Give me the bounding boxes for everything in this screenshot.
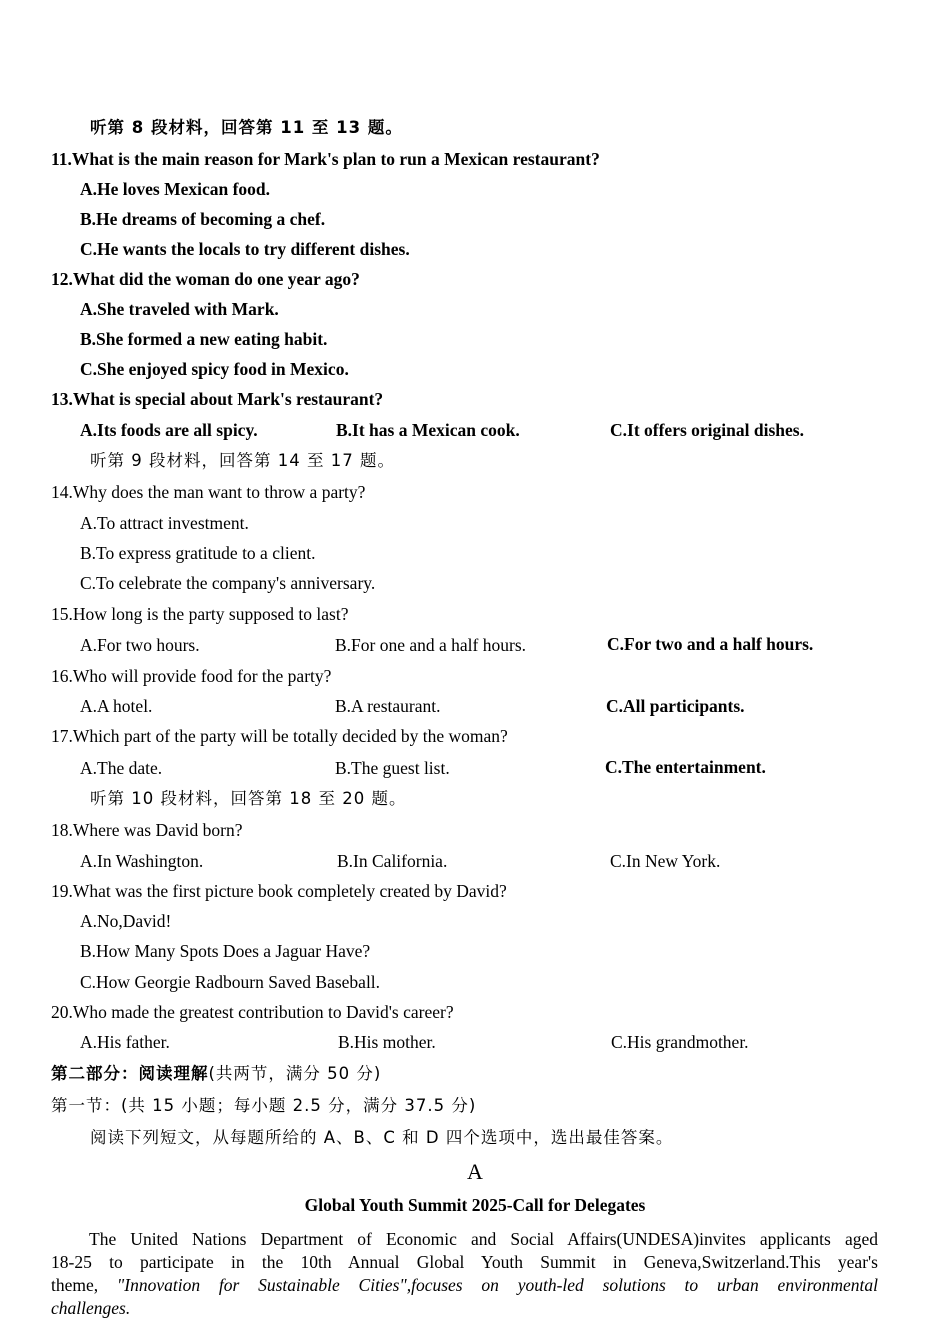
section-heading-8: 听第 8 段材料，回答第 11 至 13 题。 [90, 118, 403, 137]
part2-heading-title: 第二部分：阅读理解 [51, 1064, 209, 1083]
question-19-stem: 19.What was the first picture book completely created by David? [51, 881, 507, 901]
question-15-option-c: C.For two and a half hours. [607, 634, 814, 654]
question-12-option-b: B.She formed a new eating habit. [80, 329, 328, 349]
question-15-option-b: B.For one and a half hours. [335, 635, 527, 655]
section-heading-10: 听第 10 段材料，回答第 18 至 20 题。 [90, 789, 407, 808]
question-20-option-a: A.His father. [80, 1032, 170, 1052]
question-12-option-c: C.She enjoyed spicy food in Mexico. [80, 359, 349, 379]
question-15-option-a: A.For two hours. [80, 635, 200, 655]
paragraph-line-1: The United Nations Department of Economic and Social Affairs(UNDESA)invites applicants aged [89, 1229, 878, 1249]
part2-heading [51, 1063, 381, 1085]
question-12-stem: 12.What did the woman do one year ago? [51, 269, 360, 289]
question-11-option-b: B.He dreams of becoming a chef. [80, 209, 326, 229]
question-19-option-b: B.How Many Spots Does a Jaguar Have? [80, 941, 371, 961]
question-17-stem: 17.Which part of the party will be totally decided by the woman? [51, 726, 508, 746]
question-18-stem: 18.Where was David born? [51, 820, 243, 840]
question-12-option-a: A.She traveled with Mark. [80, 299, 279, 319]
question-13-option-a: A.Its foods are all spicy. [80, 420, 258, 440]
question-18-option-a: A.In Washington. [80, 851, 204, 871]
paragraph-line-3-start: theme, [51, 1275, 117, 1295]
paragraph-line-4 [51, 1297, 878, 1320]
paragraph-line-4-text: challenges. [51, 1298, 131, 1318]
question-18-option-c: C.In New York. [610, 851, 721, 871]
section1-heading: 第一节：(共 15 小题；每小题 2.5 分，满分 37.5 分) [51, 1096, 477, 1115]
question-14-option-a: A.To attract investment. [80, 513, 249, 533]
question-17-option-a: A.The date. [80, 758, 163, 778]
question-19-option-c: C.How Georgie Radbourn Saved Baseball. [80, 972, 381, 992]
question-15-stem: 15.How long is the party supposed to last? [51, 604, 349, 624]
passage-letter: A [467, 1159, 483, 1184]
paragraph-line-3 [51, 1274, 878, 1297]
question-11-stem: 11.What is the main reason for Mark's plan to run a Mexican restaurant? [51, 149, 600, 169]
paragraph-line-2: 18-25 to participate in the 10th Annual Global Youth Summit in Geneva,Switzerland.This year's [51, 1252, 878, 1272]
question-16-stem: 16.Who will provide food for the party? [51, 666, 332, 686]
question-17-option-b: B.The guest list. [335, 758, 450, 778]
question-17-option-c: C.The entertainment. [605, 757, 766, 777]
question-16-option-c: C.All participants. [606, 696, 745, 716]
question-20-option-b: B.His mother. [338, 1032, 436, 1052]
question-16-option-b: B.A restaurant. [335, 696, 441, 716]
question-13-option-c: C.It offers original dishes. [610, 420, 804, 440]
question-20-stem: 20.Who made the greatest contribution to David's career? [51, 1002, 454, 1022]
question-11-option-c: C.He wants the locals to try different dishes. [80, 239, 410, 259]
question-16-option-a: A.A hotel. [80, 696, 153, 716]
part2-heading-score: (共两节，满分 50 分) [208, 1064, 382, 1083]
question-14-option-c: C.To celebrate the company's anniversary. [80, 573, 376, 593]
question-13-option-b: B.It has a Mexican cook. [336, 420, 520, 440]
question-11-option-a: A.He loves Mexican food. [80, 179, 271, 199]
reading-instruction: 阅读下列短文，从每题所给的 A、B、C 和 D 四个选项中，选出最佳答案。 [90, 1128, 674, 1147]
question-14-stem: 14.Why does the man want to throw a party? [51, 482, 366, 502]
question-20-option-c: C.His grandmother. [611, 1032, 749, 1052]
passage-title: Global Youth Summit 2025-Call for Delegates [304, 1195, 646, 1215]
question-18-option-b: B.In California. [337, 851, 448, 871]
question-19-option-a: A.No,David! [80, 911, 172, 931]
question-14-option-b: B.To express gratitude to a client. [80, 543, 316, 563]
question-13-stem: 13.What is special about Mark's restaurant? [51, 389, 384, 409]
section-heading-9: 听第 9 段材料，回答第 14 至 17 题。 [90, 451, 395, 470]
paragraph-line-3-theme: "Innovation for Sustainable Cities",focuses on youth-led solutions to urban environmental [116, 1275, 878, 1295]
